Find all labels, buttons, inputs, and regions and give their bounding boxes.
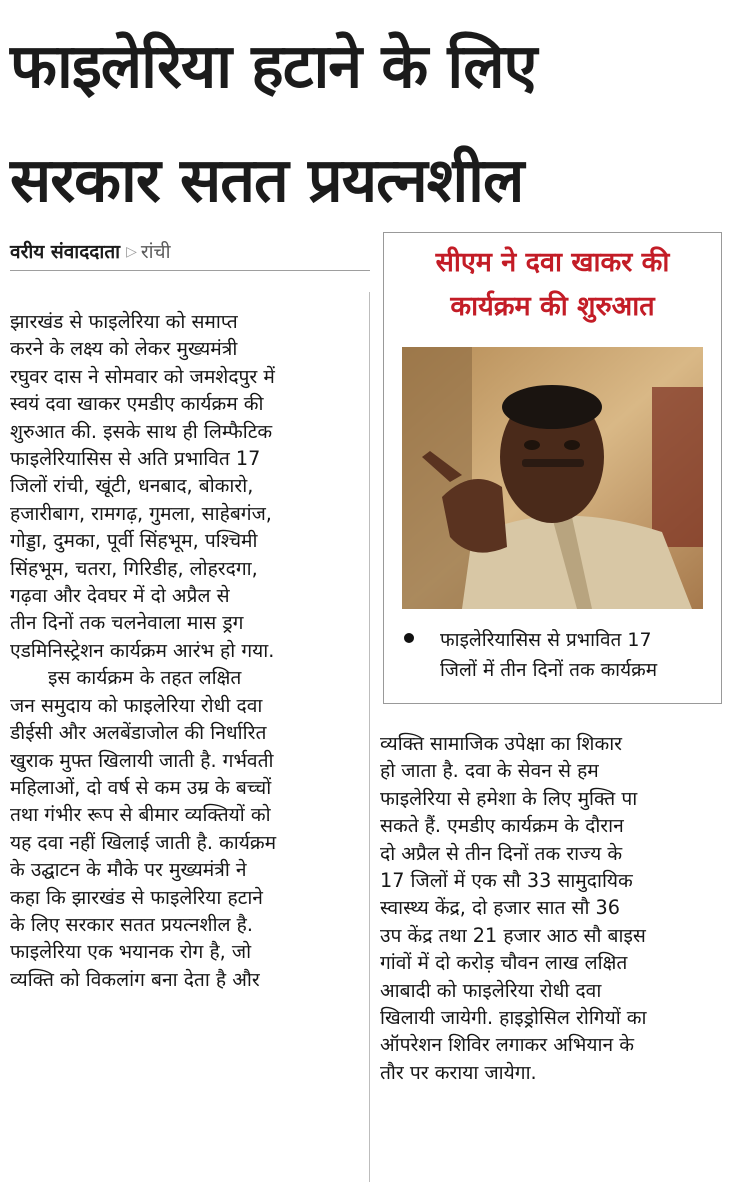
article-line: जन समुदाय को फाइलेरिया रोधी दवा [10,693,263,717]
photo-caption [404,625,709,685]
article-column-right [380,730,720,1086]
article-line: यह दवा नहीं खिलाई जाती है. कार्यक्रम [10,830,277,854]
headline-line-1: फाइलेरिया हटाने के लिए [10,31,537,102]
sidebar-title-line-1: सीएम ने दवा खाकर की [435,247,670,278]
sidebar-title [384,241,721,329]
column-divider [369,292,370,1182]
article-line: करने के लक्ष्य को लेकर मुख्यमंत्री [10,337,238,361]
article-line: शुरुआत की. इसके साथ ही लिम्फैटिक [10,419,273,443]
byline-divider [10,270,370,271]
cm-photo-illustration [402,347,703,609]
article-line: के लिए सरकार सतत प्रयत्नशील है. [10,912,253,936]
article-line: व्यक्ति सामाजिक उपेक्षा का शिकार [380,732,623,755]
article-line: फाइलेरियासिस से अति प्रभावित 17 [10,447,261,471]
article-line: ऑपरेशन शिविर लगाकर अभियान के [380,1033,634,1057]
byline-place: रांची [140,241,171,263]
article-line: के उद्घाटन के मौके पर मुख्यमंत्री ने [10,858,247,882]
article-line: 17 जिलों में एक सौ 33 सामुदायिक [380,869,633,893]
article-line: फाइलेरिया से हमेशा के लिए मुक्ति पा [380,786,638,810]
article-column-left [10,308,360,993]
caption-line-1: फाइलेरियासिस से प्रभावित 17 [440,629,652,651]
article-line: आबादी को फाइलेरिया रोधी दवा [380,978,602,1002]
article-line: महिलाओं, दो वर्ष से कम उम्र के बच्चों [10,775,272,799]
article-line: कहा कि झारखंड से फाइलेरिया हटाने [10,885,263,909]
headline-line-2: सरकार सतत प्रयत्नशील [10,145,524,216]
caption-line-2: जिलों में तीन दिनों तक कार्यक्रम [440,659,658,681]
article-line: खुराक मुफ्त खिलायी जाती है. गर्भवती [10,748,274,772]
article-line: सिंहभूम, चतरा, गिरिडीह, लोहरदगा, [10,556,258,580]
article-line: गांवों में दो करोड़ चौवन लाख लक्षित [380,951,628,975]
article-line: तीन दिनों तक चलनेवाला मास ड्रग [10,611,244,635]
bullet-icon [404,633,414,643]
article-line: गढ़वा और देवघर में दो अप्रैल से [10,584,230,608]
article-line: स्वयं दवा खाकर एमडीए कार्यक्रम की [10,392,264,416]
article-line: तौर पर कराया जायेगा. [380,1060,537,1084]
article-line: डीईसी और अलबेंडाजोल की निर्धारित [10,721,267,745]
article-line: दो अप्रैल से तीन दिनों तक राज्य के [380,841,623,865]
article-line: खिलायी जायेगी. हाइड्रोसिल रोगियों का [380,1006,647,1030]
article-line: गोड्डा, दुमका, पूर्वी सिंहभूम, पश्चिमी [10,529,258,553]
article-line: इस कार्यक्रम के तहत लक्षित [48,666,242,690]
article-line: हो जाता है. दवा के सेवन से हम [380,759,599,783]
article-line: स्वास्थ्य केंद्र, दो हजार सात सौ 36 [380,896,620,920]
article-line: झारखंड से फाइलेरिया को समाप्त [10,310,238,333]
article-line: एडमिनिस्ट्रेशन कार्यक्रम आरंभ हो गया. [10,638,275,662]
article-line: तथा गंभीर रूप से बीमार व्यक्तियों को [10,803,271,827]
byline-author: वरीय संवाददाता [10,241,121,263]
triangle-arrow-icon: ▷ [126,244,137,260]
cm-photo [402,347,703,609]
article-line: सकते हैं. एमडीए कार्यक्रम के दौरान [380,814,624,838]
article-line: उप केंद्र तथा 21 हजार आठ सौ बाइस [380,923,646,947]
article-line: व्यक्ति को विकलांग बना देता है और [10,967,260,991]
article-line: हजारीबाग, रामगढ़, गुमला, साहेबगंज, [10,501,272,525]
sidebar-box [383,232,722,704]
sidebar-title-line-2: कार्यक्रम की शुरुआत [450,291,655,322]
article-line: फाइलेरिया एक भयानक रोग है, जो [10,940,252,964]
article-line: जिलों रांची, खूंटी, धनबाद, बोकारो, [10,474,254,498]
headline [10,26,730,222]
article-line: रघुवर दास ने सोमवार को जमशेदपुर में [10,364,275,388]
byline [10,238,171,264]
